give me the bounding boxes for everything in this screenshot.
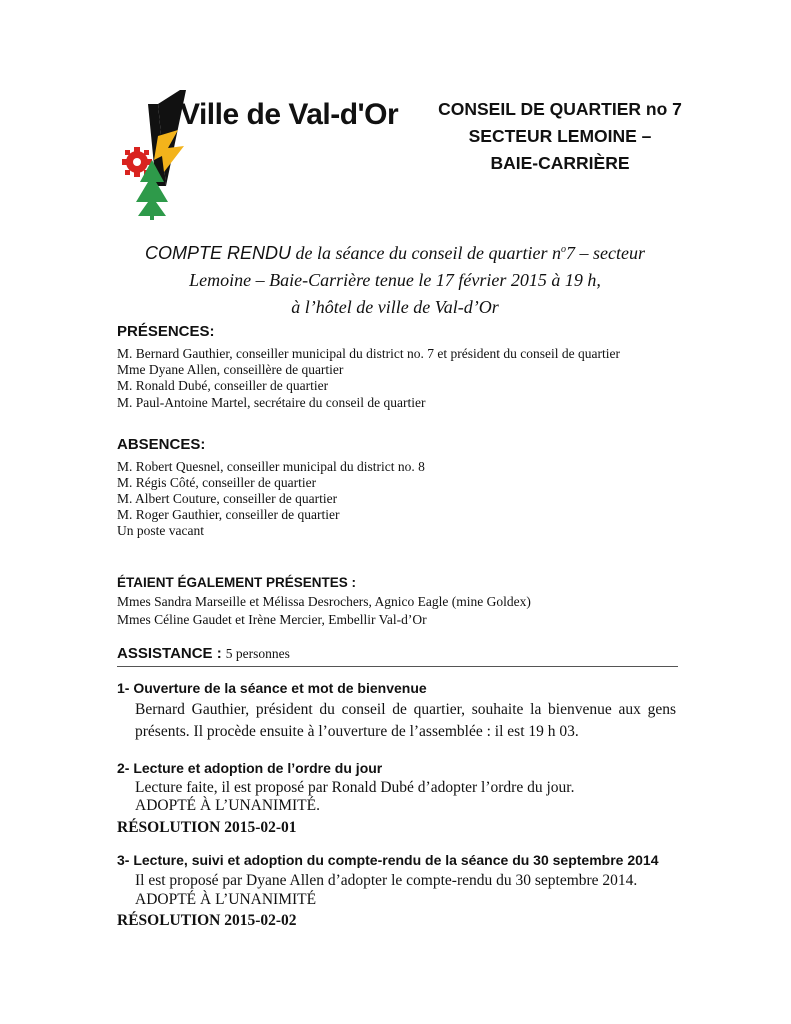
absence-item: M. Robert Quesnel, conseiller municipal du district no. 8 [117, 459, 425, 474]
report-title-lead: COMPTE RENDU [145, 243, 292, 263]
report-title-part1: de la séance du conseil de quartier n [291, 243, 561, 263]
agenda-item-2-line2: ADOPTÉ À L’UNANIMITÉ. [135, 797, 320, 814]
agenda-item-3-resolution: RÉSOLUTION 2015-02-02 [117, 912, 297, 929]
assistance-label: ASSISTANCE : [117, 645, 222, 662]
absences-heading: ABSENCES: [117, 436, 206, 453]
also-present-item: Mmes Sandra Marseille et Mélissa Desrochers, Agnico Eagle (mine Goldex) [117, 594, 531, 609]
section-divider [117, 666, 678, 667]
assistance-value: 5 personnes [225, 646, 290, 661]
report-title-sup: o [560, 244, 566, 255]
report-title-line3: à l’hôtel de ville de Val-d’Or [291, 297, 499, 317]
agenda-item-1-text: Bernard Gauthier, président du conseil de quartier, souhaite la bienvenue aux gens présents. Il procède ensuite à l’ouverture de l’assemblée : il est 19 h 03. [135, 701, 676, 740]
agenda-item-1-title: 1- Ouverture de la séance et mot de bienvenue [117, 680, 427, 696]
city-logo [118, 90, 418, 220]
assistance [117, 645, 290, 663]
also-present-item: Mmes Céline Gaudet et Irène Mercier, Embellir Val-d’Or [117, 612, 427, 627]
report-title [100, 236, 690, 321]
agenda-item-2-line1: Lecture faite, il est proposé par Ronald Dubé d’adopter l’ordre du jour. [135, 779, 575, 796]
report-title-part2: 7 – secteur [565, 243, 645, 263]
absence-item: Un poste vacant [117, 523, 204, 538]
report-title-line2: Lemoine – Baie-Carrière tenue le 17 février 2015 à 19 h, [189, 270, 601, 290]
council-title-line2: SECTEUR LEMOINE – [468, 126, 652, 146]
presence-item: Mme Dyane Allen, conseillère de quartier [117, 362, 344, 377]
agenda-item-2-resolution: RÉSOLUTION 2015-02-01 [117, 819, 297, 836]
council-title-line1: CONSEIL DE QUARTIER no 7 [438, 99, 682, 119]
agenda-item-3-line1: Il est proposé par Dyane Allen d’adopter le compte-rendu du 30 septembre 2014. [135, 872, 638, 889]
agenda-item-2-title: 2- Lecture et adoption de l’ordre du jour [117, 760, 383, 776]
absence-item: M. Régis Côté, conseiller de quartier [117, 475, 317, 490]
council-title-line3: BAIE-CARRIÈRE [490, 153, 630, 173]
agenda-item-3-line2: ADOPTÉ À L’UNANIMITÉ [135, 891, 317, 908]
presence-item: M. Paul-Antoine Martel, secrétaire du conseil de quartier [117, 395, 426, 410]
presences-heading: PRÉSENCES: [117, 323, 215, 340]
also-present-heading: ÉTAIENT ÉGALEMENT PRÉSENTES : [117, 575, 357, 590]
absence-item: M. Albert Couture, conseiller de quartier [117, 491, 338, 506]
report-title-line1 [100, 236, 690, 267]
logo-wordmark: Ville de Val-d'Or [180, 98, 399, 131]
absence-item: M. Roger Gauthier, conseiller de quartier [117, 507, 340, 522]
agenda-item-3-title: 3- Lecture, suivi et adoption du compte-rendu de la séance du 30 septembre 2014 [117, 852, 659, 868]
presence-item: M. Bernard Gauthier, conseiller municipal du district no. 7 et président du conseil de quartier [117, 346, 620, 361]
presence-item: M. Ronald Dubé, conseiller de quartier [117, 378, 329, 393]
